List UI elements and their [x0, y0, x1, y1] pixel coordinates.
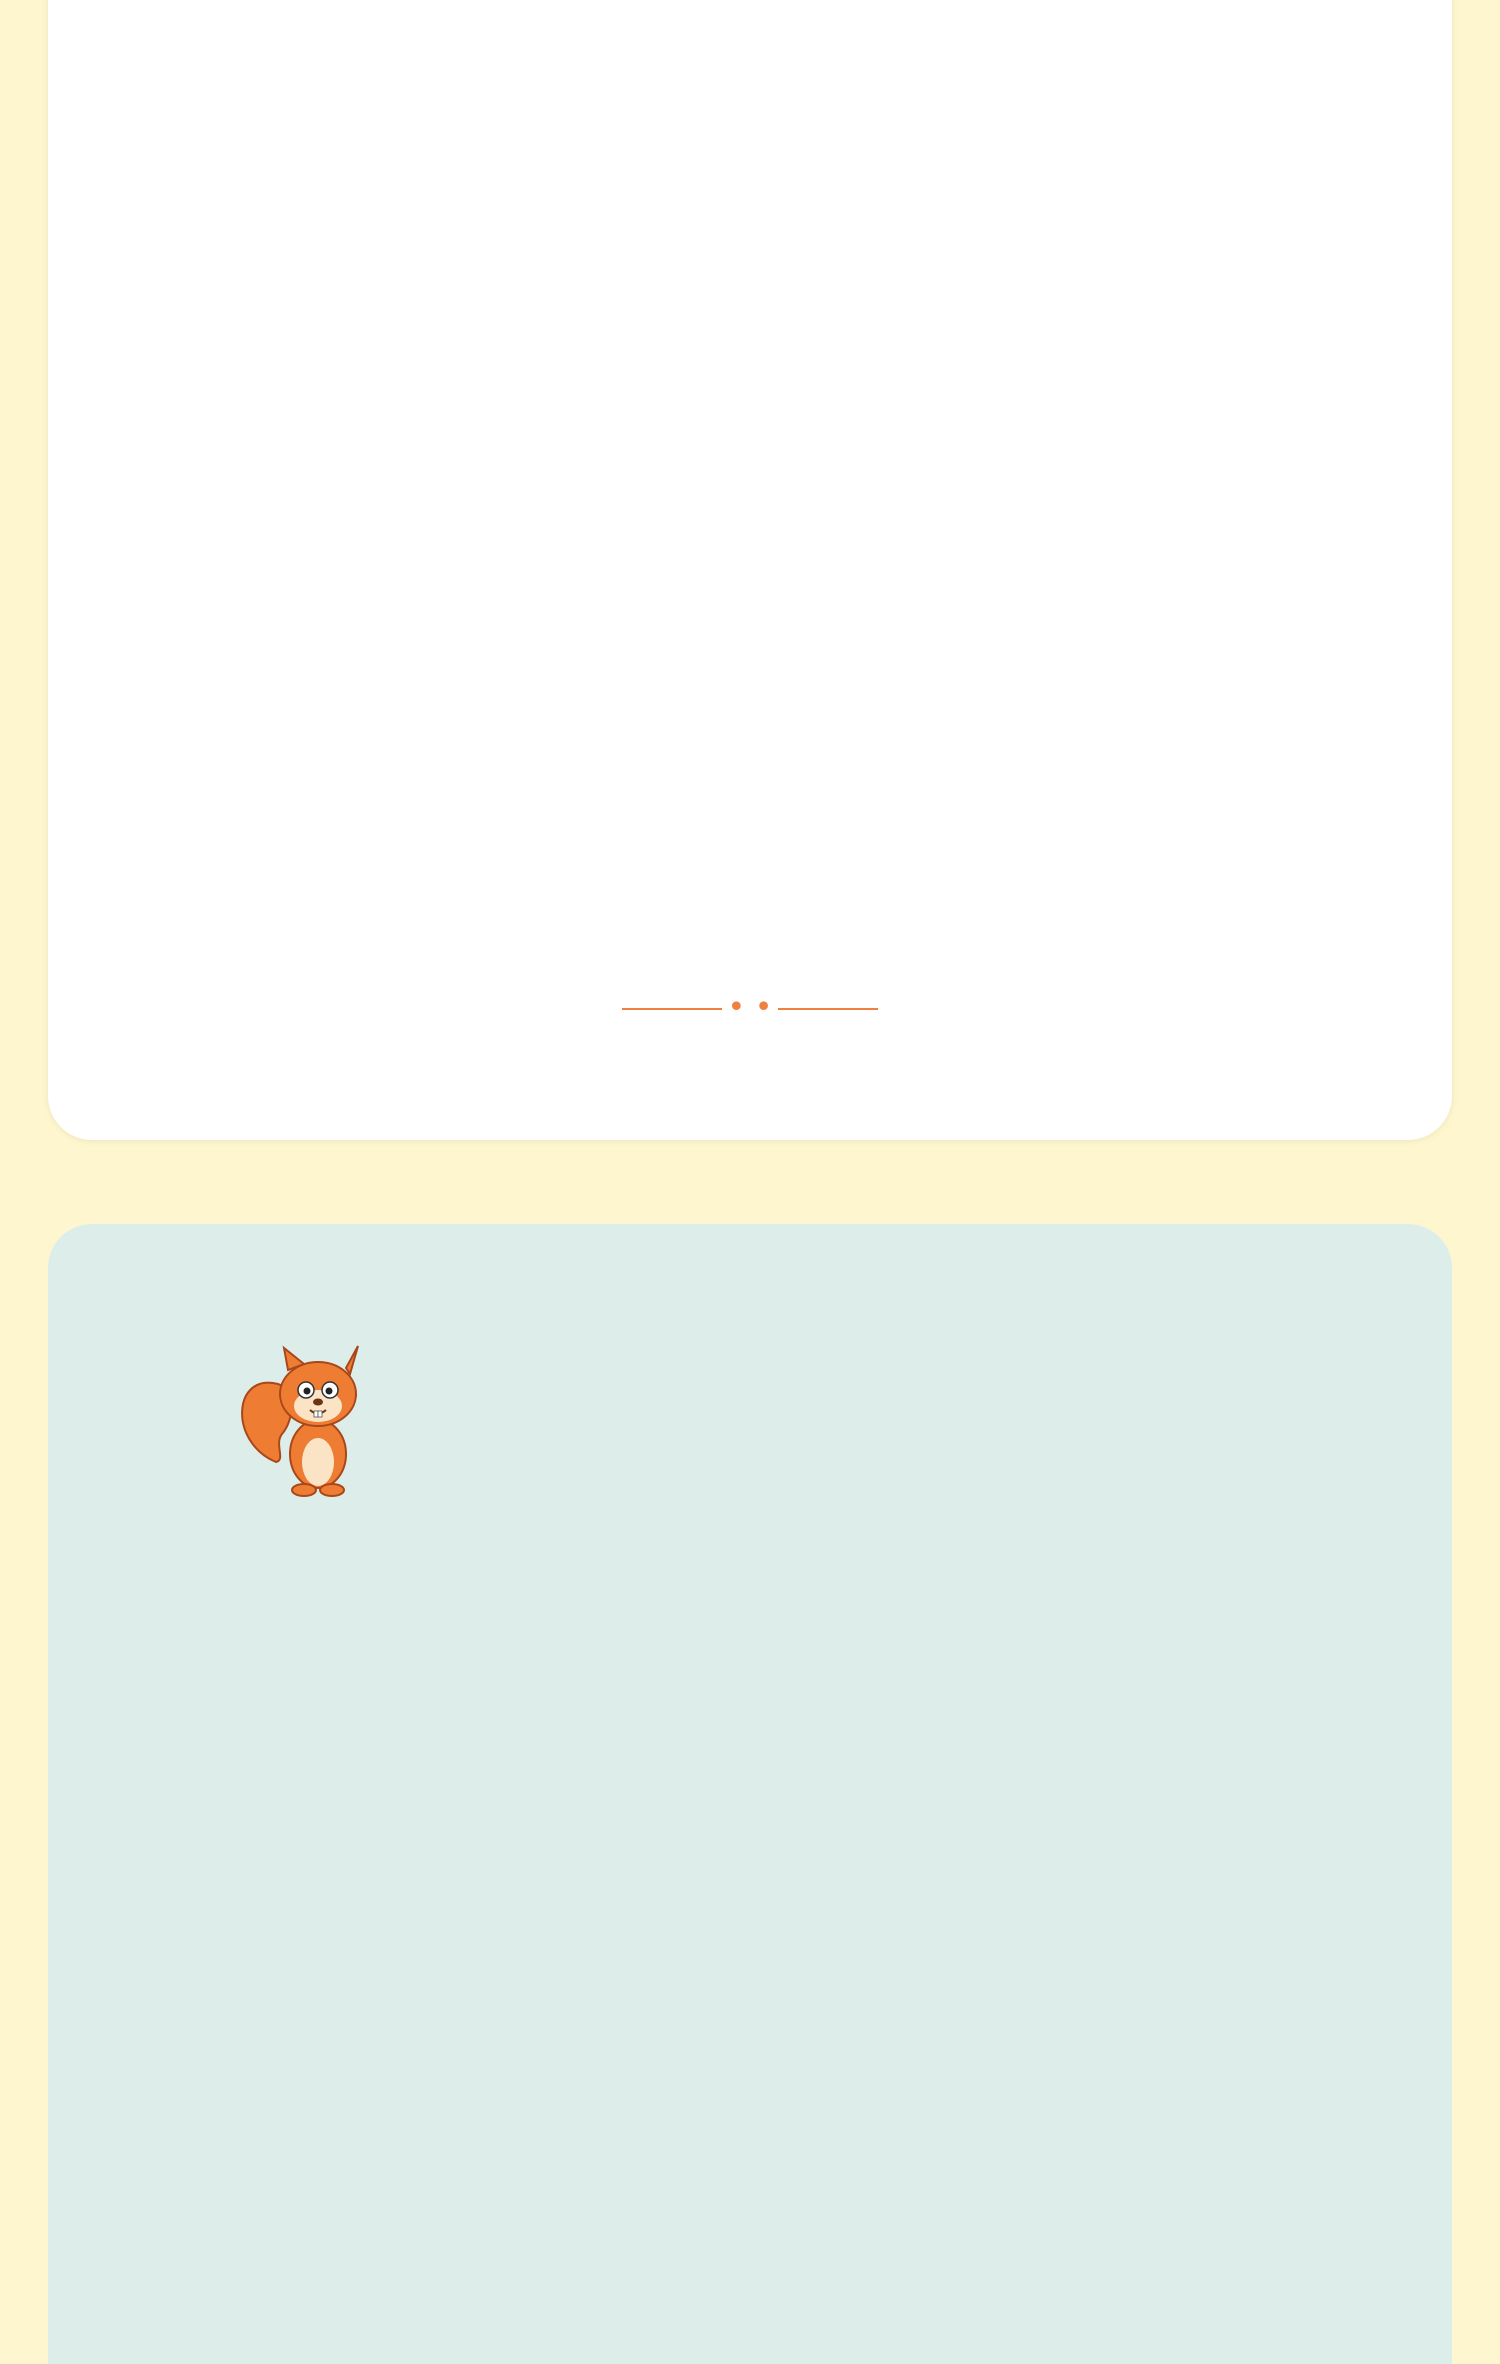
english-vocab-page	[48, 1224, 1452, 2364]
squirrel-mascot-icon	[238, 1342, 368, 1502]
page-number: • •	[48, 990, 1452, 1025]
page-number-rule	[622, 1008, 722, 1010]
page-number-rule	[778, 1008, 878, 1010]
chinese-vocab-page	[48, 0, 1452, 1140]
